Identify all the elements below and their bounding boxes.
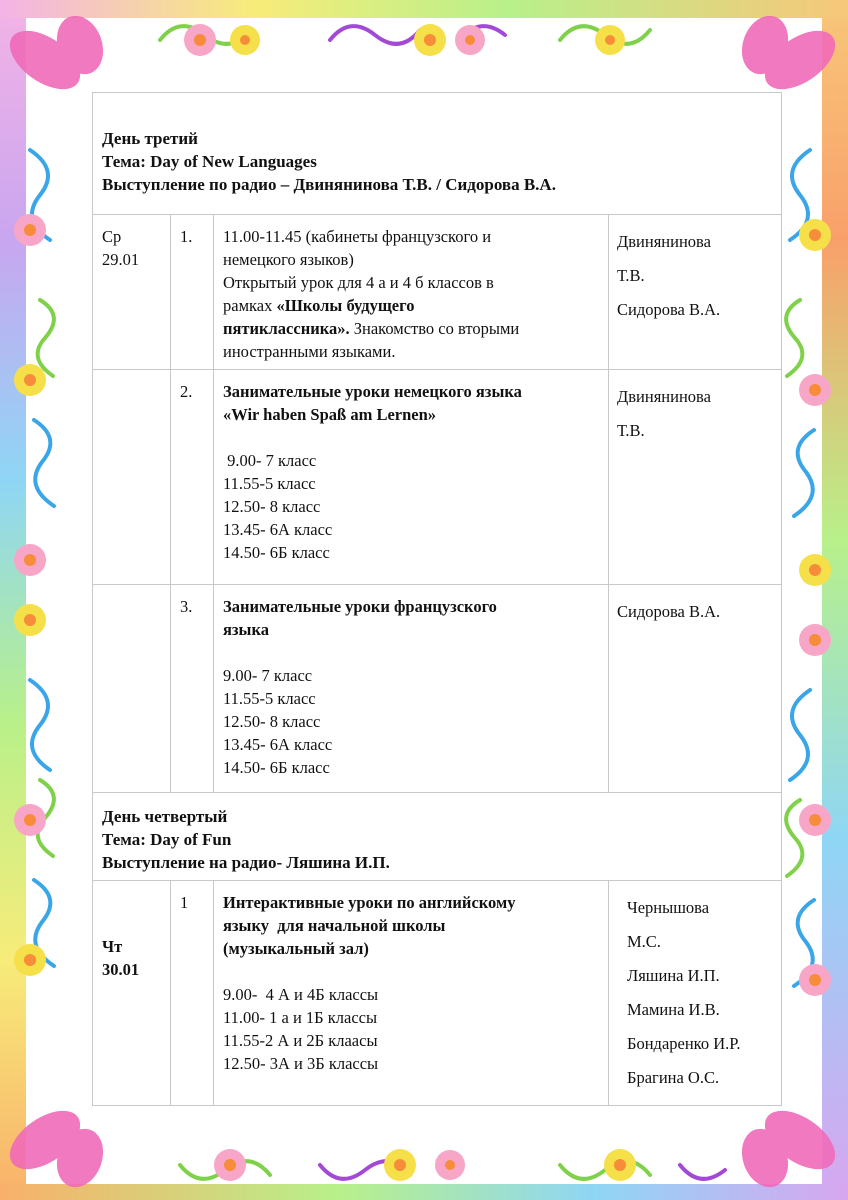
table-row	[93, 215, 781, 370]
day3-header	[93, 93, 781, 215]
day4-radio: Выступление на радио- Ляшина И.П.	[102, 853, 390, 872]
event-cell: Интерактивные уроки по английскому языку для начальной школы (музыкальный зал) 9.00- 4 А и 4Б классы 11.00- 1 а и 1Б классы 11.55-2 А и 2Б клаасы 12.50- 3А и 3Б классы	[214, 881, 609, 1105]
day3-radio: Выступление по радио – Двинянинова Т.В. / Сидорова В.А.	[102, 175, 556, 194]
day4-theme: Тема: Day of Fun	[102, 830, 232, 849]
event-cell: 11.00-11.45 (кабинеты французского и немецкого языков) Открытый урок для 4 а и 4 б классов в рамках «Школы будущего пятиклассника». Знакомство со вторыми иностранными языками.	[214, 215, 609, 369]
date-cell: Ср 29.01	[93, 215, 171, 369]
day4-header	[93, 793, 781, 881]
number-cell: 1.	[171, 215, 214, 369]
teacher-cell: Двинянинова Т.В.	[617, 387, 711, 440]
day4-title: День четвертый	[102, 807, 228, 826]
number-cell: 2.	[171, 370, 214, 584]
day3-title: День третий	[102, 129, 198, 148]
table-row	[93, 585, 781, 793]
date-cell: Чт 30.01	[93, 881, 171, 1105]
number-cell: 3.	[171, 585, 214, 792]
day3-theme: Тема: Day of New Languages	[102, 152, 317, 171]
date-cell	[93, 585, 171, 792]
table-row	[93, 370, 781, 585]
teacher-cell: Чернышова М.С. Ляшина И.П. Мамина И.В. Бондаренко И.Р. Брагина О.С.	[627, 898, 741, 1087]
number-cell: 1	[171, 881, 214, 1105]
event-cell: Занимательные уроки немецкого языка «Wir haben Spaß am Lernen» 9.00- 7 класс 11.55-5 класс 12.50- 8 класс 13.45- 6А класс 14.50- 6Б класс	[214, 370, 609, 584]
teacher-cell: Сидорова В.А.	[617, 602, 721, 621]
table-row	[93, 881, 781, 1105]
teacher-cell: Двинянинова Т.В. Сидорова В.А.	[617, 232, 721, 319]
date-cell	[93, 370, 171, 584]
schedule-table	[92, 92, 782, 1106]
event-cell: Занимательные уроки французского языка 9.00- 7 класс 11.55-5 класс 12.50- 8 класс 13.45- 6А класс 14.50- 6Б класс	[214, 585, 609, 792]
